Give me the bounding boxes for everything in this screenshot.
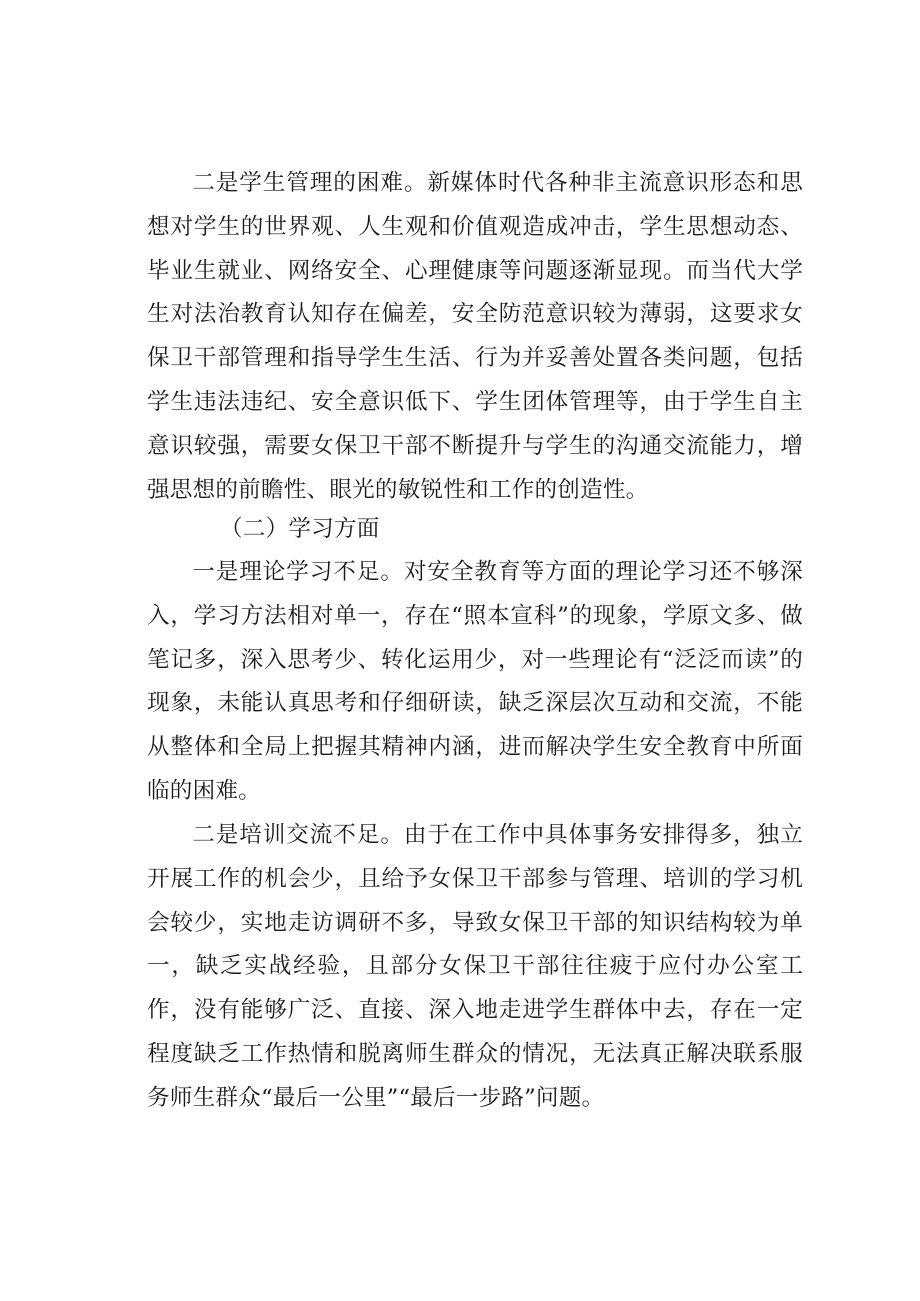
paragraph-student-management: 二是学生管理的困难。新媒体时代各种非主流意识形态和思想对学生的世界观、人生观和价值观造成冲击，学生思想动态、毕业生就业、网络安全、心理健康等问题逐渐显现。而当代大学生对法治教育认知存在偏差，安全防范意识较为薄弱，这要求女保卫干部管理和指导学生生活、行为并妥善处置各类问题，包括学生违法违纪、安全意识低下、学生团体管理等，由于学生自主意识较强，需要女保卫干部不断提升与学生的沟通交流能力，增强思想的前瞻性、眼光的敏锐性和工作的创造性。 xyxy=(147,170,803,503)
section-heading-learning: （二）学习方面 xyxy=(220,516,380,542)
paragraph-training-exchange: 二是培训交流不足。由于在工作中具体事务安排得多，独立开展工作的机会少，且给予女保卫干部参与管理、培训的学习机会较少，实地走访调研不多，导致女保卫干部的知识结构较为单一，缺乏实战经验，且部分女保卫干部往往疲于应付办公室工作，没有能够广泛、直接、深入地走进学生群体中去，存在一定程度缺乏工作热情和脱离师生群众的情况，无法真正解决联系服务师生群众“最后一公里”“最后一步路”问题。 xyxy=(147,822,803,1111)
paragraph-theory-study: 一是理论学习不足。对安全教育等方面的理论学习还不够深入，学习方法相对单一，存在“照本宣科”的现象，学原文多、做笔记多，深入思考少、转化运用少，对一些理论有“泛泛而读”的现象，未能认真思考和仔细研读，缺乏深层次互动和交流，不能从整体和全局上把握其精神内涵，进而解决学生安全教育中所面临的困难。 xyxy=(147,559,803,804)
